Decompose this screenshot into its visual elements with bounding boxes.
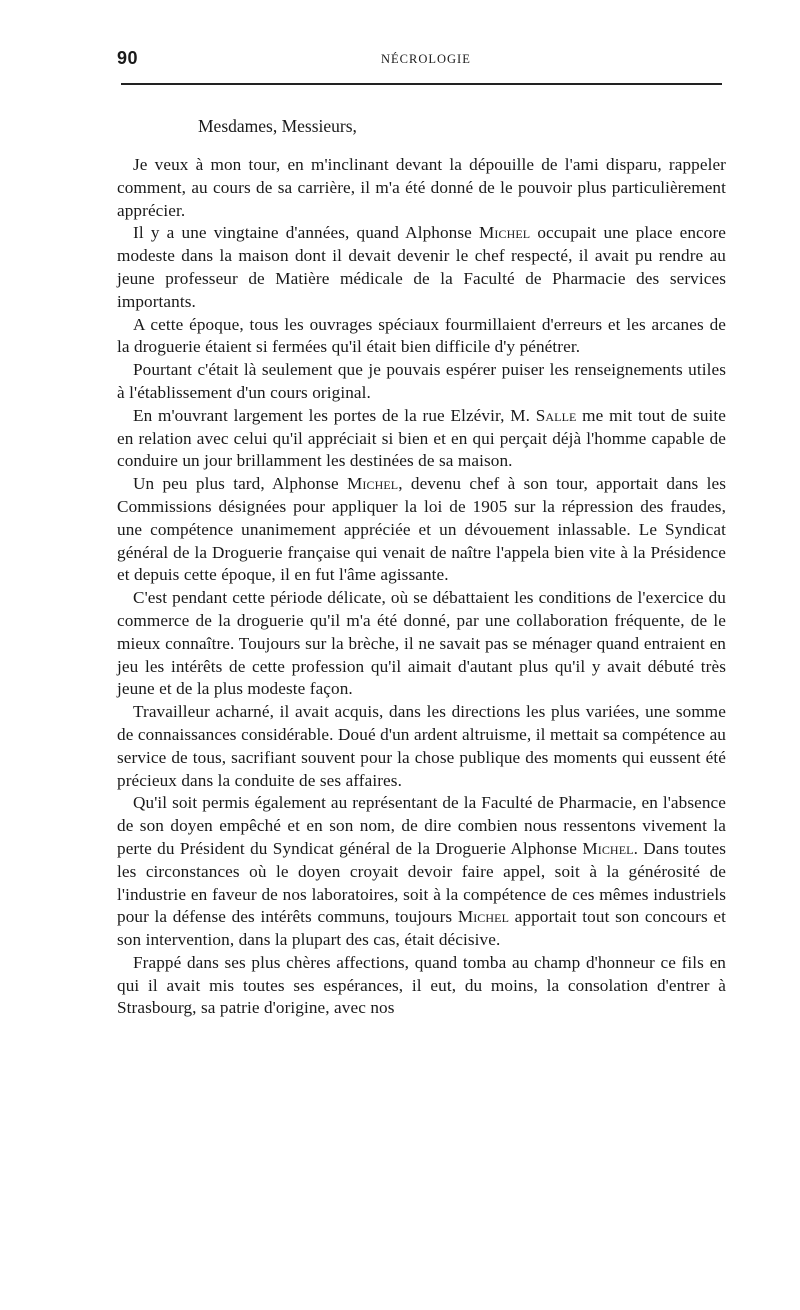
person-name: Michel [479,223,531,243]
paragraph-text: A cette époque, tous les ouvrages spéciaux fourmillaient d'erreurs et les arcanes de la droguerie étaient si fermées qu'il était bien difficile d'y pénétrer. [117,314,726,357]
person-name: Michel [457,907,510,927]
paragraph-text: Qu'il soit permis également au représentant de la Faculté de Pharmacie, en l'absence de son doyen empêché et en son nom, de dire combien nous ressentons vivement la perte du Président du Syndicat général de la Droguerie Alphonse [117,793,726,858]
paragraph-text: C'est pendant cette période délicate, où se débattaient les conditions de l'exercice du commerce de la droguerie qu'il m'a été donné, par une collaboration fréquente, de le mieux connaître. Toujours sur la brèche, il ne savait pas se ménager quand entraient en jeu les intérêts de cette profession qu'il aimait d'autant plus qu'il y avait débuté très jeune et de la plus modeste façon. [117,588,726,699]
paragraph-text: Travailleur acharné, il avait acquis, dans les directions les plus variées, une somme de connaissances considérable. Doué d'un ardent altruisme, il mettait sa compétence au service de tous, sacrifiant souvent pour la chose publique des moments qui eussent été précieux dans la conduite de ses affaires. [117,702,726,790]
page-header [117,0,726,84]
paragraph-text: , devenu chef à son tour, apportait dans les Commissions désignées pour appliquer la loi de 1905 sur la répression des fraudes, une compétence unanimement appréciée et un dévouement inlassable. Le Syndicat général de la Droguerie française qui venait de naître l'appela bien vite à la Présidence et depuis cette époque, il en fut l'âme agissante. [117,474,727,585]
document-page [117,0,726,1020]
salutation: Mesdames, Messieurs, [198,116,357,136]
paragraph-7 [117,587,726,701]
paragraph-text: apportait tout son concours et son intervention, dans la plupart des cas, était décisive. [117,907,726,950]
paragraph-1 [117,154,726,222]
header-rule [121,83,722,85]
person-name: Michel [347,474,399,494]
paragraph-4 [117,359,726,405]
paragraph-text: Frappé dans ses plus chères affections, quand tomba au champ d'honneur ce fils en qui il avait mis toutes ses espérances, il eut, du moins, la consolation d'entrer à Strasbourg, sa patrie d'origine, avec nos [117,952,726,1018]
paragraph-8 [117,701,726,792]
paragraph-3 [117,314,726,360]
paragraph-5 [117,405,726,473]
person-name: Salle [535,405,577,425]
paragraph-text: Il y a une vingtaine d'années, quand Alphonse [133,223,479,243]
paragraph-text: Un peu plus tard, Alphonse [133,474,347,494]
paragraph-text: Pourtant c'était là seulement que je pouvais espérer puiser les renseignements utiles à l'établissement d'un cours original. [117,360,726,402]
paragraph-6 [117,473,726,587]
paragraph-text: . Dans toutes les circonstances où le doyen croyait devoir faire appel, soit à la générosité de l'industrie en faveur de nos laboratoires, soit à la compétence de ces mêmes industriels pour la défense des intérêts communs, toujours [117,838,726,927]
paragraph-9 [117,792,726,952]
paragraph-2 [117,222,726,313]
person-name: Michel [582,838,634,858]
page-number: 90 [117,48,139,68]
paragraph-text: Je veux à mon tour, en m'inclinant devant la dépouille de l'ami disparu, rappeler comment, au cours de sa carrière, il m'a été donné de le pouvoir plus particulièrement apprécier. [117,155,726,220]
body-text [117,154,726,1020]
paragraph-10 [117,952,726,1020]
paragraph-text: En m'ouvrant largement les portes de la rue Elzévir, M. [133,405,536,425]
running-head: NÉCROLOGIE [381,52,471,66]
paragraph-text: occupait une place encore modeste dans la maison dont il devait devenir le chef respecté, il avait pu rendre au jeune professeur de Matière médicale de la Faculté de Pharmacie des services importants. [117,223,727,311]
paragraph-text: me mit tout de suite en relation avec celui qu'il appréciait si bien et en qui perçait déjà l'homme capable de conduire un jour brillamment les destinées de sa maison. [117,405,726,471]
